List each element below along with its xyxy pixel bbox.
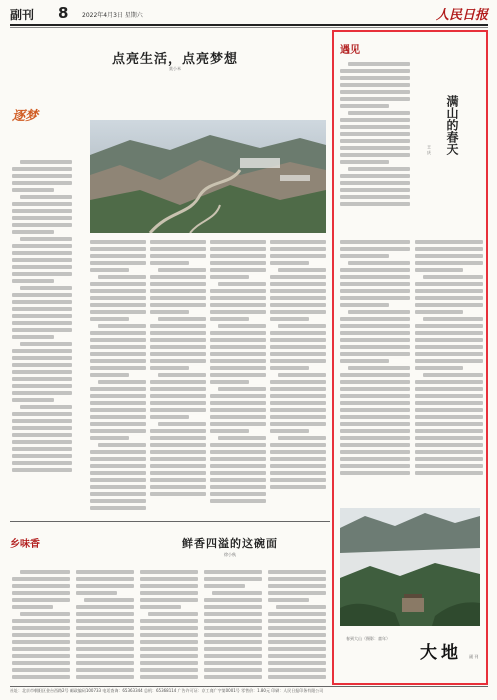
food-article-text-col3: [140, 570, 198, 682]
page-number: 8: [58, 4, 69, 22]
column-logo-icon: 乡味香: [10, 539, 40, 550]
lead-article-text-col2: [90, 240, 146, 515]
food-article-text-col5: [268, 570, 326, 682]
food-column-logo: [10, 532, 100, 552]
story-text-col3: [415, 240, 483, 502]
story-column-logo: [340, 38, 400, 58]
food-article-text-col4: [204, 570, 262, 682]
newspaper-logo-icon: 人民日报: [435, 8, 488, 23]
lead-article-text-col3: [150, 240, 206, 515]
story-text-col2: [340, 240, 410, 502]
dateline: 2022年4月3日 星期六: [82, 12, 143, 19]
section-divider: [10, 521, 330, 522]
food-article-byline: 徐小秋: [224, 552, 236, 557]
column-logo-icon: 遇见: [340, 45, 360, 56]
section-name: 副刊: [10, 8, 35, 22]
lead-article-text-col4: [210, 240, 266, 515]
story-author: 王 庆: [427, 145, 432, 155]
lead-column-logo: [12, 105, 70, 124]
food-article-text-col1: [12, 570, 70, 682]
story-photo: [340, 508, 480, 626]
food-article-text-col2: [76, 570, 134, 682]
page-footer: 社址：北京市朝阳区金台西路2号 邮政编码100733 电话查询：65363344 总机：65368114 广告许可证：京工商广字第0001号 零售价：1.80元 印刷：人民日报印务有限公司: [10, 686, 488, 696]
lead-article-text-col1: [12, 160, 72, 515]
page-signature-mark: 副 刊: [469, 654, 479, 659]
page-signature-text: 大地: [420, 643, 462, 663]
story-photo-caption: 春到大山（摄影：童年）: [346, 636, 390, 641]
lead-article-photo: [90, 120, 326, 233]
page-signature: [420, 638, 484, 662]
food-article-title: 鲜香四溢的这碗面: [182, 537, 278, 550]
header-rule: [10, 27, 488, 28]
column-logo-icon: 逐梦: [12, 109, 39, 124]
lead-article-text-col5: [270, 240, 326, 515]
page-header: [10, 4, 488, 26]
story-text-col1: [340, 62, 410, 232]
story-title: 满山的春天: [445, 95, 459, 155]
lead-article-byline: 莫小米: [169, 66, 181, 71]
lead-article-title: 点亮生活，点亮梦想: [111, 52, 238, 67]
